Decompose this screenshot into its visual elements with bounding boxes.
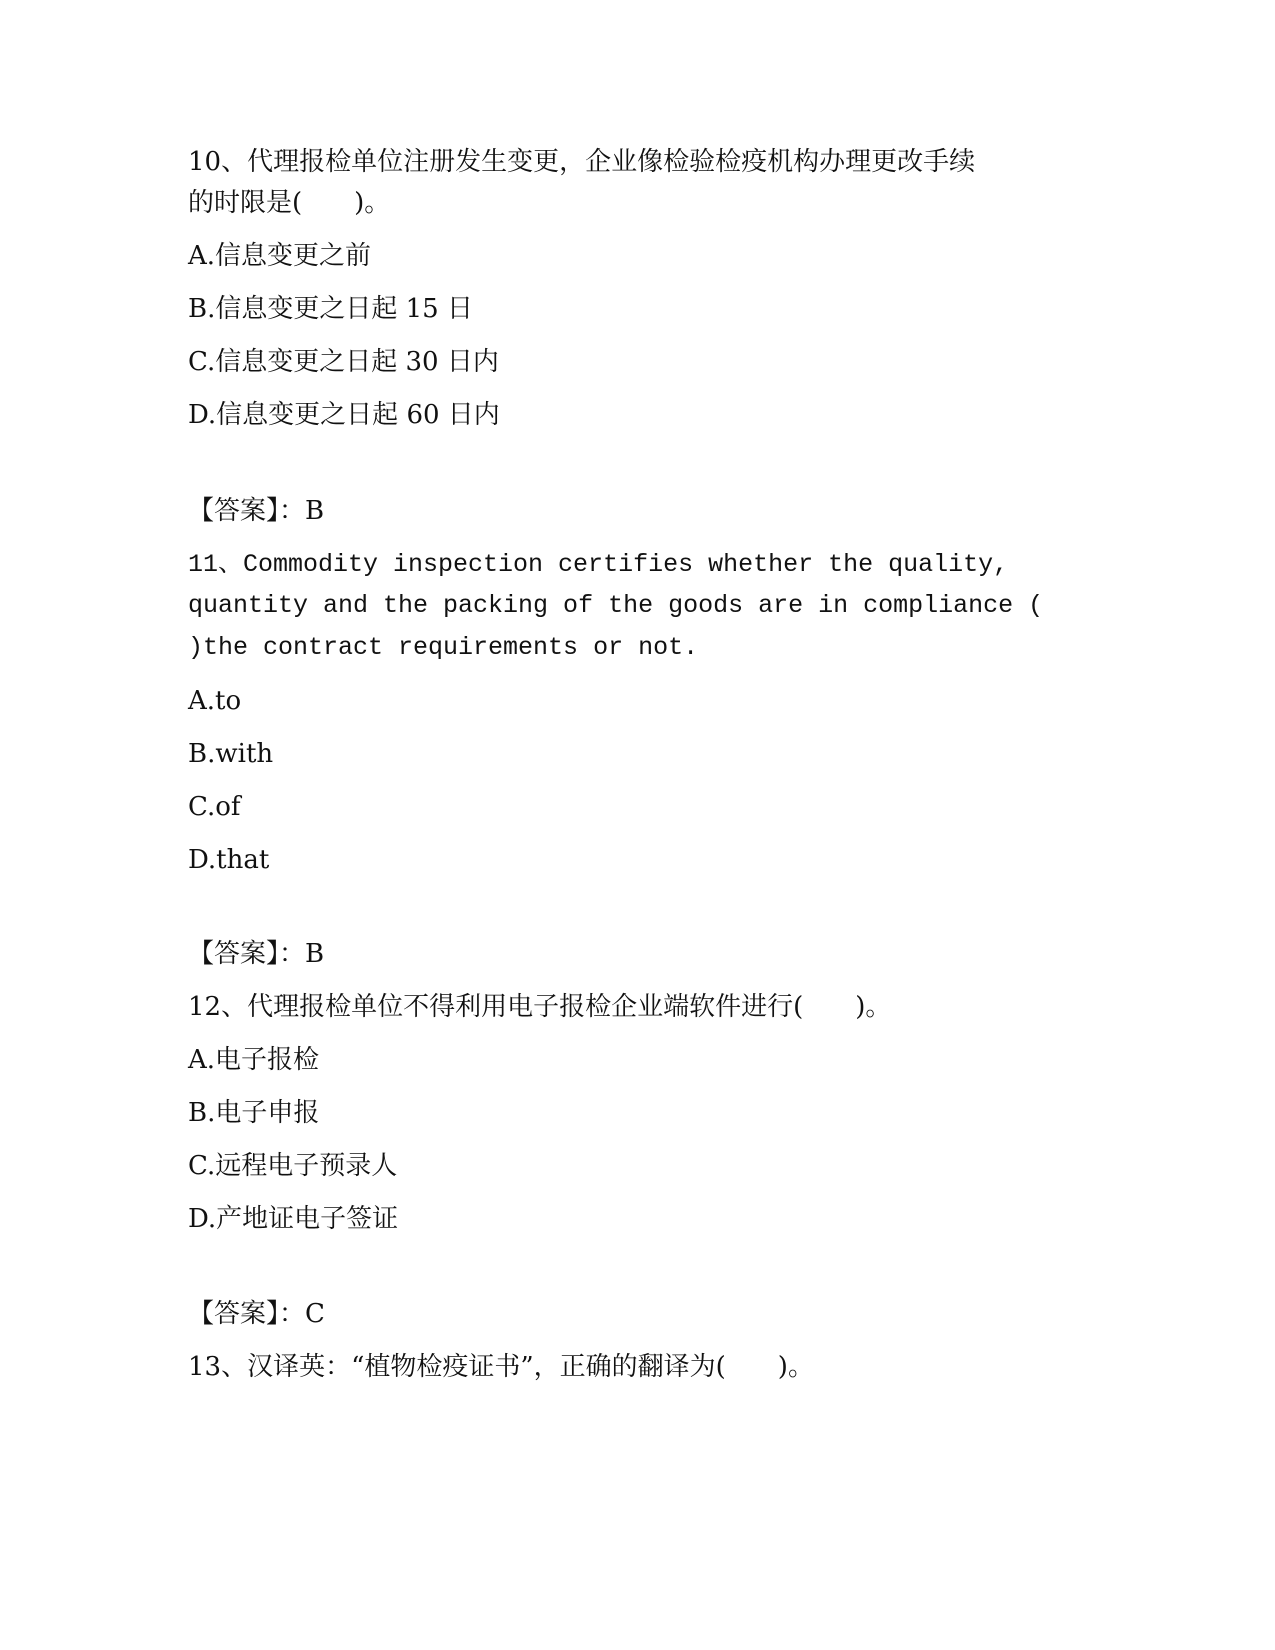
question-11-option-d: D.that <box>188 845 270 875</box>
question-12-stem-line-1: 12、代理报检单位不得利用电子报检企业端软件进行( )。 <box>188 992 892 1022</box>
question-12-option-a: A.电子报检 <box>188 1045 320 1075</box>
question-10-answer: 【答案】：B <box>188 496 325 526</box>
question-12-answer: 【答案】：C <box>188 1299 325 1329</box>
question-10-option-c: C.信息变更之日起 30 日内 <box>188 347 499 377</box>
question-11-option-c: C.of <box>188 792 241 822</box>
question-13-stem-line-1: 13、汉译英：“植物检疫证书”，正确的翻译为( )。 <box>188 1352 814 1382</box>
question-10-stem-line-2: 的时限是( )。 <box>188 188 391 218</box>
question-11-answer: 【答案】：B <box>188 939 325 969</box>
question-11-stem-line-3: )the contract requirements or not. <box>188 633 699 662</box>
question-10-stem-line-1: 10、代理报检单位注册发生变更，企业像检验检疫机构办理更改手续 <box>188 147 976 177</box>
question-11-stem-line-1: 11、Commodity inspection certifies whether the quality, <box>188 550 1009 579</box>
question-11-option-a: A.to <box>188 686 242 716</box>
question-10-option-b: B.信息变更之日起 15 日 <box>188 294 473 324</box>
question-10-option-a: A.信息变更之前 <box>188 241 372 271</box>
question-12-option-c: C.远程电子预录人 <box>188 1151 398 1181</box>
question-10-option-d: D.信息变更之日起 60 日内 <box>188 400 500 430</box>
question-11-option-b: B.with <box>188 739 274 769</box>
question-12-option-d: D.产地证电子签证 <box>188 1204 399 1234</box>
question-11-stem-line-2: quantity and the packing of the goods are in compliance ( <box>188 591 1044 620</box>
question-12-option-b: B.电子申报 <box>188 1098 320 1128</box>
